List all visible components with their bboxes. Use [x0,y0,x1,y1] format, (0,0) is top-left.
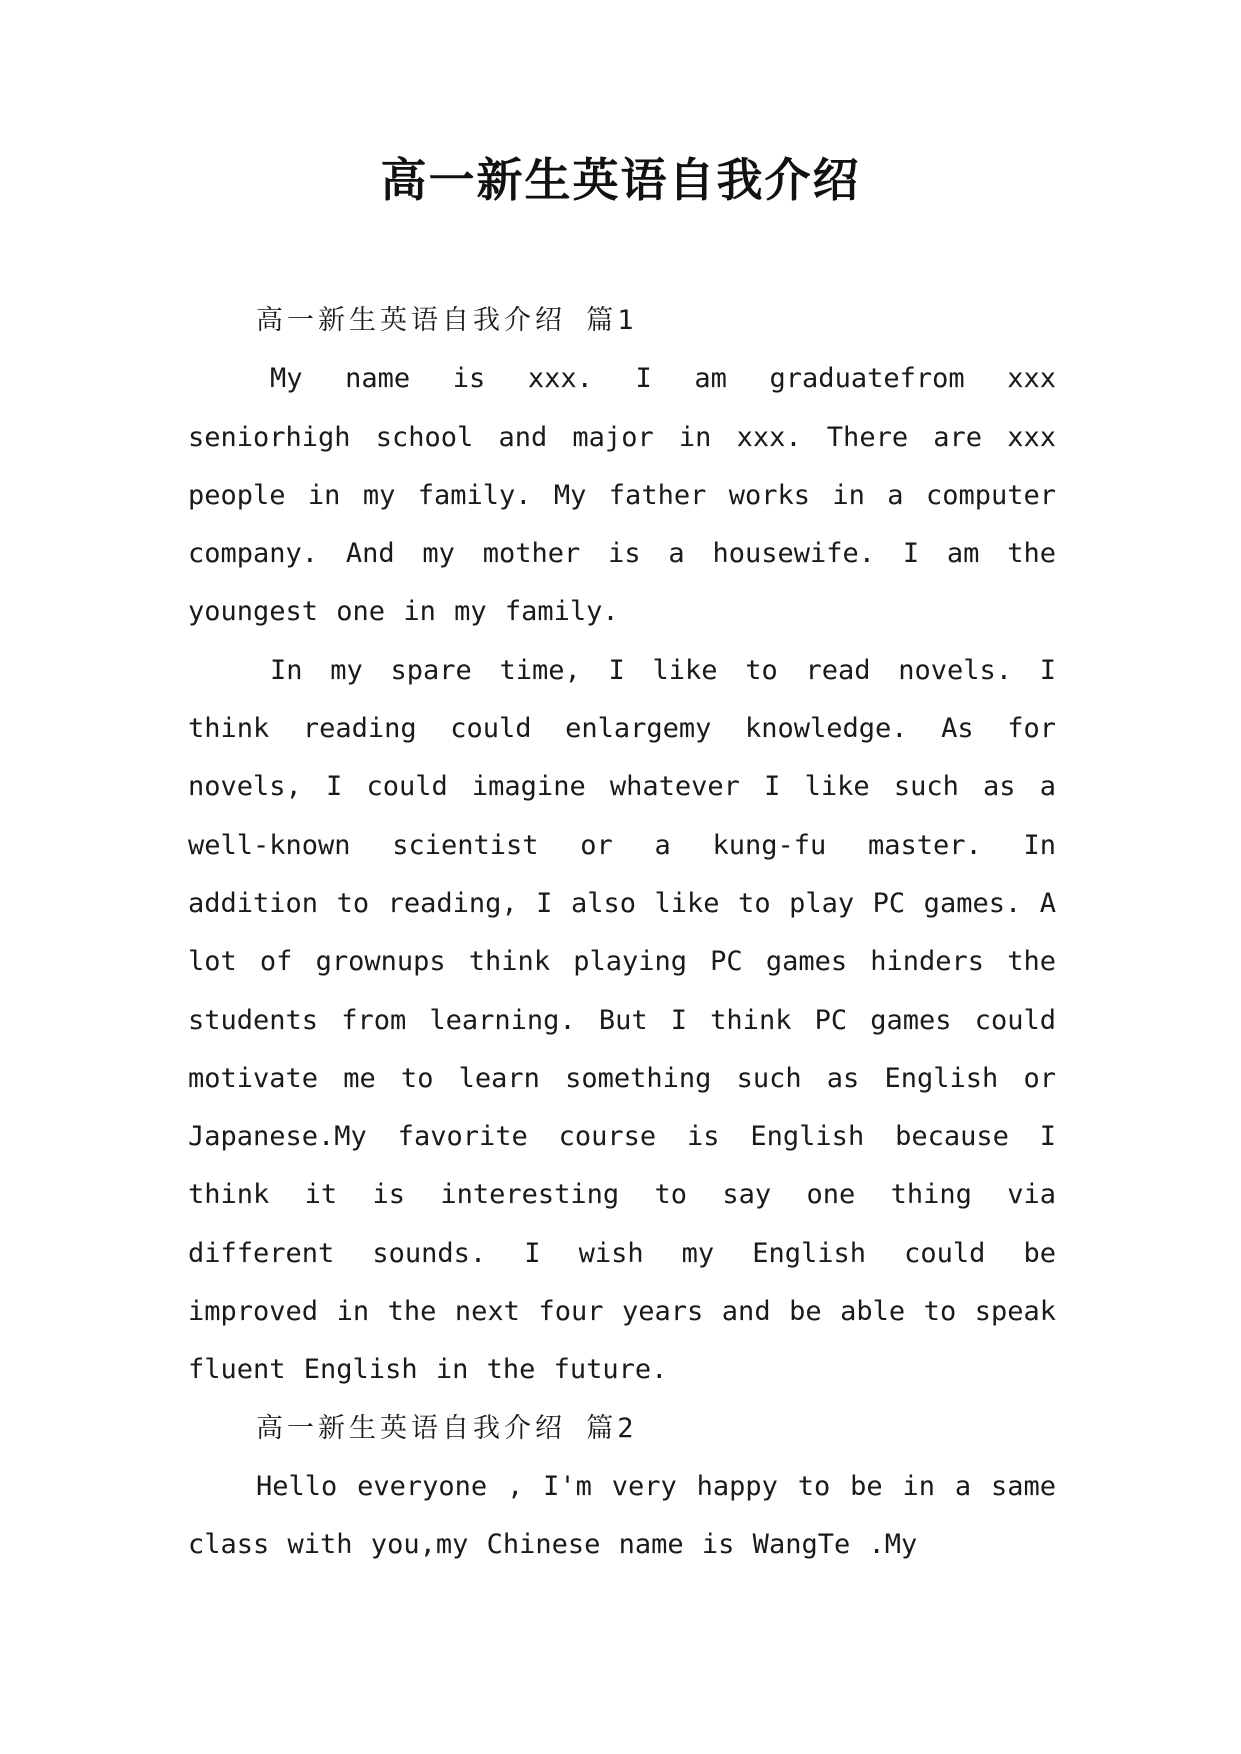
section-2-heading: 高一新生英语自我介绍 篇2 [256,1412,638,1444]
section-1-paragraph-1: My name is xxx. I am graduatefrom xxx seniorhigh school and major in xxx. There are xxx people in my family. My father works in a computer company. And my mother is a housewife. I am the youngest one in my family. [188,363,1056,628]
section-1-paragraph-2: In my spare time, I like to read novels. I think reading could enlargemy knowledge. As for novels, I could imagine whatever I like such as a well-known scientist or a kung-fu master. In addition to reading, I also like to play PC games. A lot of grownups think playing PC games hinders the students from learning. But I think PC games could motivate me to learn something such as English or Japanese.My favorite course is English because I think it is interesting to say one thing via different sounds. I wish my English could be improved in the next four years and be able to speak fluent English in the future. [188,654,1056,1386]
section-2-paragraph-1: Hello everyone , I'm very happy to be in a same class with you,my Chinese name is WangTe .My [188,1470,1056,1561]
document-body [188,292,1056,1575]
section-1-heading: 高一新生英语自我介绍 篇1 [256,305,638,336]
document-title: 高一新生英语自我介绍 [380,153,861,207]
